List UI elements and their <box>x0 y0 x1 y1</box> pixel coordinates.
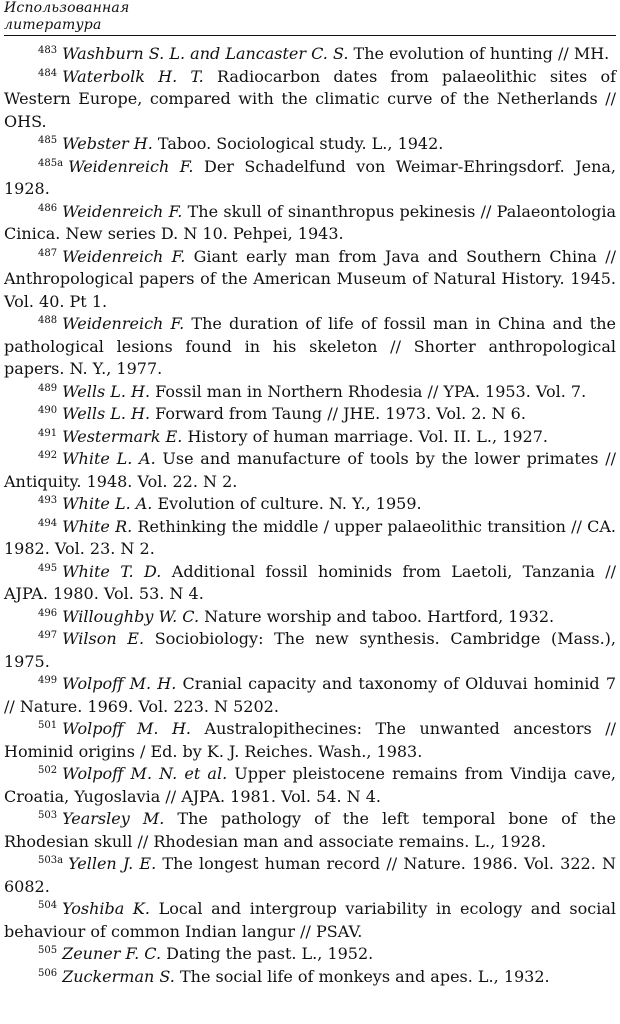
header-divider <box>4 35 616 36</box>
reference-text: The evolution of hunting // MH. <box>353 44 610 63</box>
reference-entry <box>4 673 616 718</box>
reference-text: Cranial capacity and taxonomy of Olduvai hominid 7 // Nature. 1969. Vol. 223. N 5202. <box>4 674 617 716</box>
reference-author: Webster H. <box>62 134 153 153</box>
reference-number: 503a <box>38 855 64 866</box>
reference-author: White T. D. <box>62 561 162 581</box>
reference-text: Fossil man in Northern Rhodesia // YPA. 1953. Vol. 7. <box>155 381 587 401</box>
reference-text: The social life of monkeys and apes. L., 1932. <box>179 966 550 986</box>
reference-entry <box>4 493 616 516</box>
reference-text: Rethinking the middle / upper palaeolithic transition // CA. 1982. Vol. 23. N 2. <box>4 516 617 558</box>
reference-text: The pathology of the left temporal bone of the Rhodesian skull // Rhodesian man and associate remains. L., 1928. <box>4 809 616 851</box>
reference-entry <box>4 606 616 629</box>
reference-text: Taboo. Sociological study. L., 1942. <box>157 134 444 153</box>
reference-entry <box>4 898 616 943</box>
reference-entry <box>4 966 616 989</box>
reference-text: Local and intergroup variability in ecology and social behaviour of common Indian langur // PSAV. <box>4 899 617 941</box>
reference-list <box>4 43 616 988</box>
reference-entry <box>4 763 616 808</box>
reference-text: The longest human record // Nature. 1986. Vol. 322. N 6082. <box>4 854 617 896</box>
reference-text: Sociobiology: The new synthesis. Cambridge (Mass.), 1975. <box>4 629 616 671</box>
reference-entry <box>4 201 616 246</box>
reference-number: 485 <box>38 135 58 146</box>
reference-entry <box>4 426 616 449</box>
reference-author: Waterbolk H. T. <box>62 66 204 86</box>
reference-text: Nature worship and taboo. Hartford, 1932. <box>204 606 555 626</box>
reference-number: 496 <box>38 607 58 619</box>
reference-author: Wolpoff M. H. <box>62 674 177 693</box>
reference-number: 483 <box>38 45 58 56</box>
reference-number: 495 <box>38 562 58 574</box>
running-head <box>4 0 204 34</box>
reference-number: 499 <box>38 675 58 686</box>
reference-author: Weidenreich F. <box>68 156 194 176</box>
reference-author: Washburn S. L. and Lancaster C. S. <box>62 44 349 63</box>
reference-author: Weidenreich F. <box>62 201 183 221</box>
reference-entry <box>4 808 616 853</box>
reference-entry <box>4 381 616 404</box>
reference-text: The duration of life of fossil man in China and the pathological lesions found in his skeleton // Shorter anthropological papers. N. Y., 1977. <box>4 314 617 378</box>
reference-number: 492 <box>38 450 58 461</box>
reference-number: 494 <box>38 517 58 529</box>
reference-text: History of human marriage. Vol. II. L., 1927. <box>187 426 548 446</box>
reference-entry <box>4 66 616 134</box>
reference-text: Evolution of culture. N. Y., 1959. <box>157 494 422 513</box>
reference-author: Wolpoff M. H. <box>62 719 191 738</box>
reference-text: Radiocarbon dates from palaeolithic sites of Western Europe, compared with the climatic curve of the Netherlands // OHS. <box>4 66 616 131</box>
reference-text: Additional fossil hominids from Laetoli, Tanzania // AJPA. 1980. Vol. 53. N 4. <box>4 561 617 603</box>
reference-entry <box>4 718 616 763</box>
reference-author: Wells L. H. <box>62 404 151 423</box>
reference-entry <box>4 628 616 673</box>
reference-number: 501 <box>38 720 58 731</box>
reference-number: 503 <box>38 810 58 821</box>
reference-text: Giant early man from Java and Southern China // Anthropological papers of the American Museum of Natural History. 1945. Vol. 40. Pt 1. <box>4 246 616 311</box>
reference-author: Yellen J. E. <box>68 854 157 873</box>
running-head-line1: Использованная <box>4 0 130 16</box>
reference-entry <box>4 448 616 493</box>
running-head-line2: литература <box>4 17 102 33</box>
reference-author: White R. <box>62 516 133 536</box>
reference-author: Yearsley M. <box>62 809 165 828</box>
reference-number: 502 <box>38 765 58 776</box>
reference-author: Weidenreich F. <box>62 246 186 266</box>
reference-text: The skull of sinanthropus pekinesis // Palaeontologia Cinica. New series D. N 10. Pehpei, 1943. <box>4 201 617 243</box>
reference-text: Dating the past. L., 1952. <box>166 944 374 963</box>
reference-entry <box>4 246 616 314</box>
reference-number: 486 <box>38 202 58 214</box>
reference-number: 488 <box>38 315 58 326</box>
reference-number: 484 <box>38 67 58 79</box>
reference-author: Zeuner F. C. <box>62 944 162 963</box>
reference-number: 489 <box>38 382 58 394</box>
reference-entry <box>4 853 616 898</box>
reference-number: 487 <box>38 247 58 259</box>
reference-number: 493 <box>38 495 58 506</box>
reference-text: Upper pleistocene remains from Vindija cave, Croatia, Yugoslavia // AJPA. 1981. Vol. 54. N 4. <box>4 764 616 806</box>
reference-number: 490 <box>38 405 58 416</box>
reference-entry <box>4 516 616 561</box>
reference-author: Westermark E. <box>62 426 183 446</box>
reference-text: Australopithecines: The unwanted ancestors // Hominid origins / Ed. by K. J. Reiches. Wash., 1983. <box>4 719 617 761</box>
reference-entry <box>4 133 616 156</box>
reference-text: Forward from Taung // JHE. 1973. Vol. 2. N 6. <box>155 404 526 423</box>
reference-entry <box>4 43 616 66</box>
reference-number: 504 <box>38 900 58 911</box>
reference-author: Willoughby W. C. <box>62 606 200 626</box>
reference-number: 505 <box>38 945 58 956</box>
reference-author: Wilson E. <box>62 629 145 648</box>
reference-number: 491 <box>38 427 58 439</box>
reference-author: Wolpoff M. N. et al. <box>62 764 228 783</box>
reference-author: Yoshiba K. <box>62 899 150 918</box>
reference-entry <box>4 561 616 606</box>
reference-number: 485a <box>38 157 64 169</box>
reference-text: Der Schadelfund von Weimar-Ehringsdorf. Jena, 1928. <box>4 156 617 198</box>
reference-entry <box>4 156 616 201</box>
reference-author: Wells L. H. <box>62 381 151 401</box>
reference-text: Use and manufacture of tools by the lower primates // Antiquity. 1948. Vol. 22. N 2. <box>4 449 616 491</box>
reference-entry <box>4 943 616 966</box>
reference-author: Zuckerman S. <box>62 966 175 986</box>
reference-number: 506 <box>38 967 58 979</box>
reference-entry <box>4 313 616 381</box>
reference-entry <box>4 403 616 426</box>
reference-author: White L. A. <box>62 449 156 468</box>
reference-author: Weidenreich F. <box>62 314 185 333</box>
reference-number: 497 <box>38 630 58 641</box>
reference-author: White L. A. <box>62 494 153 513</box>
